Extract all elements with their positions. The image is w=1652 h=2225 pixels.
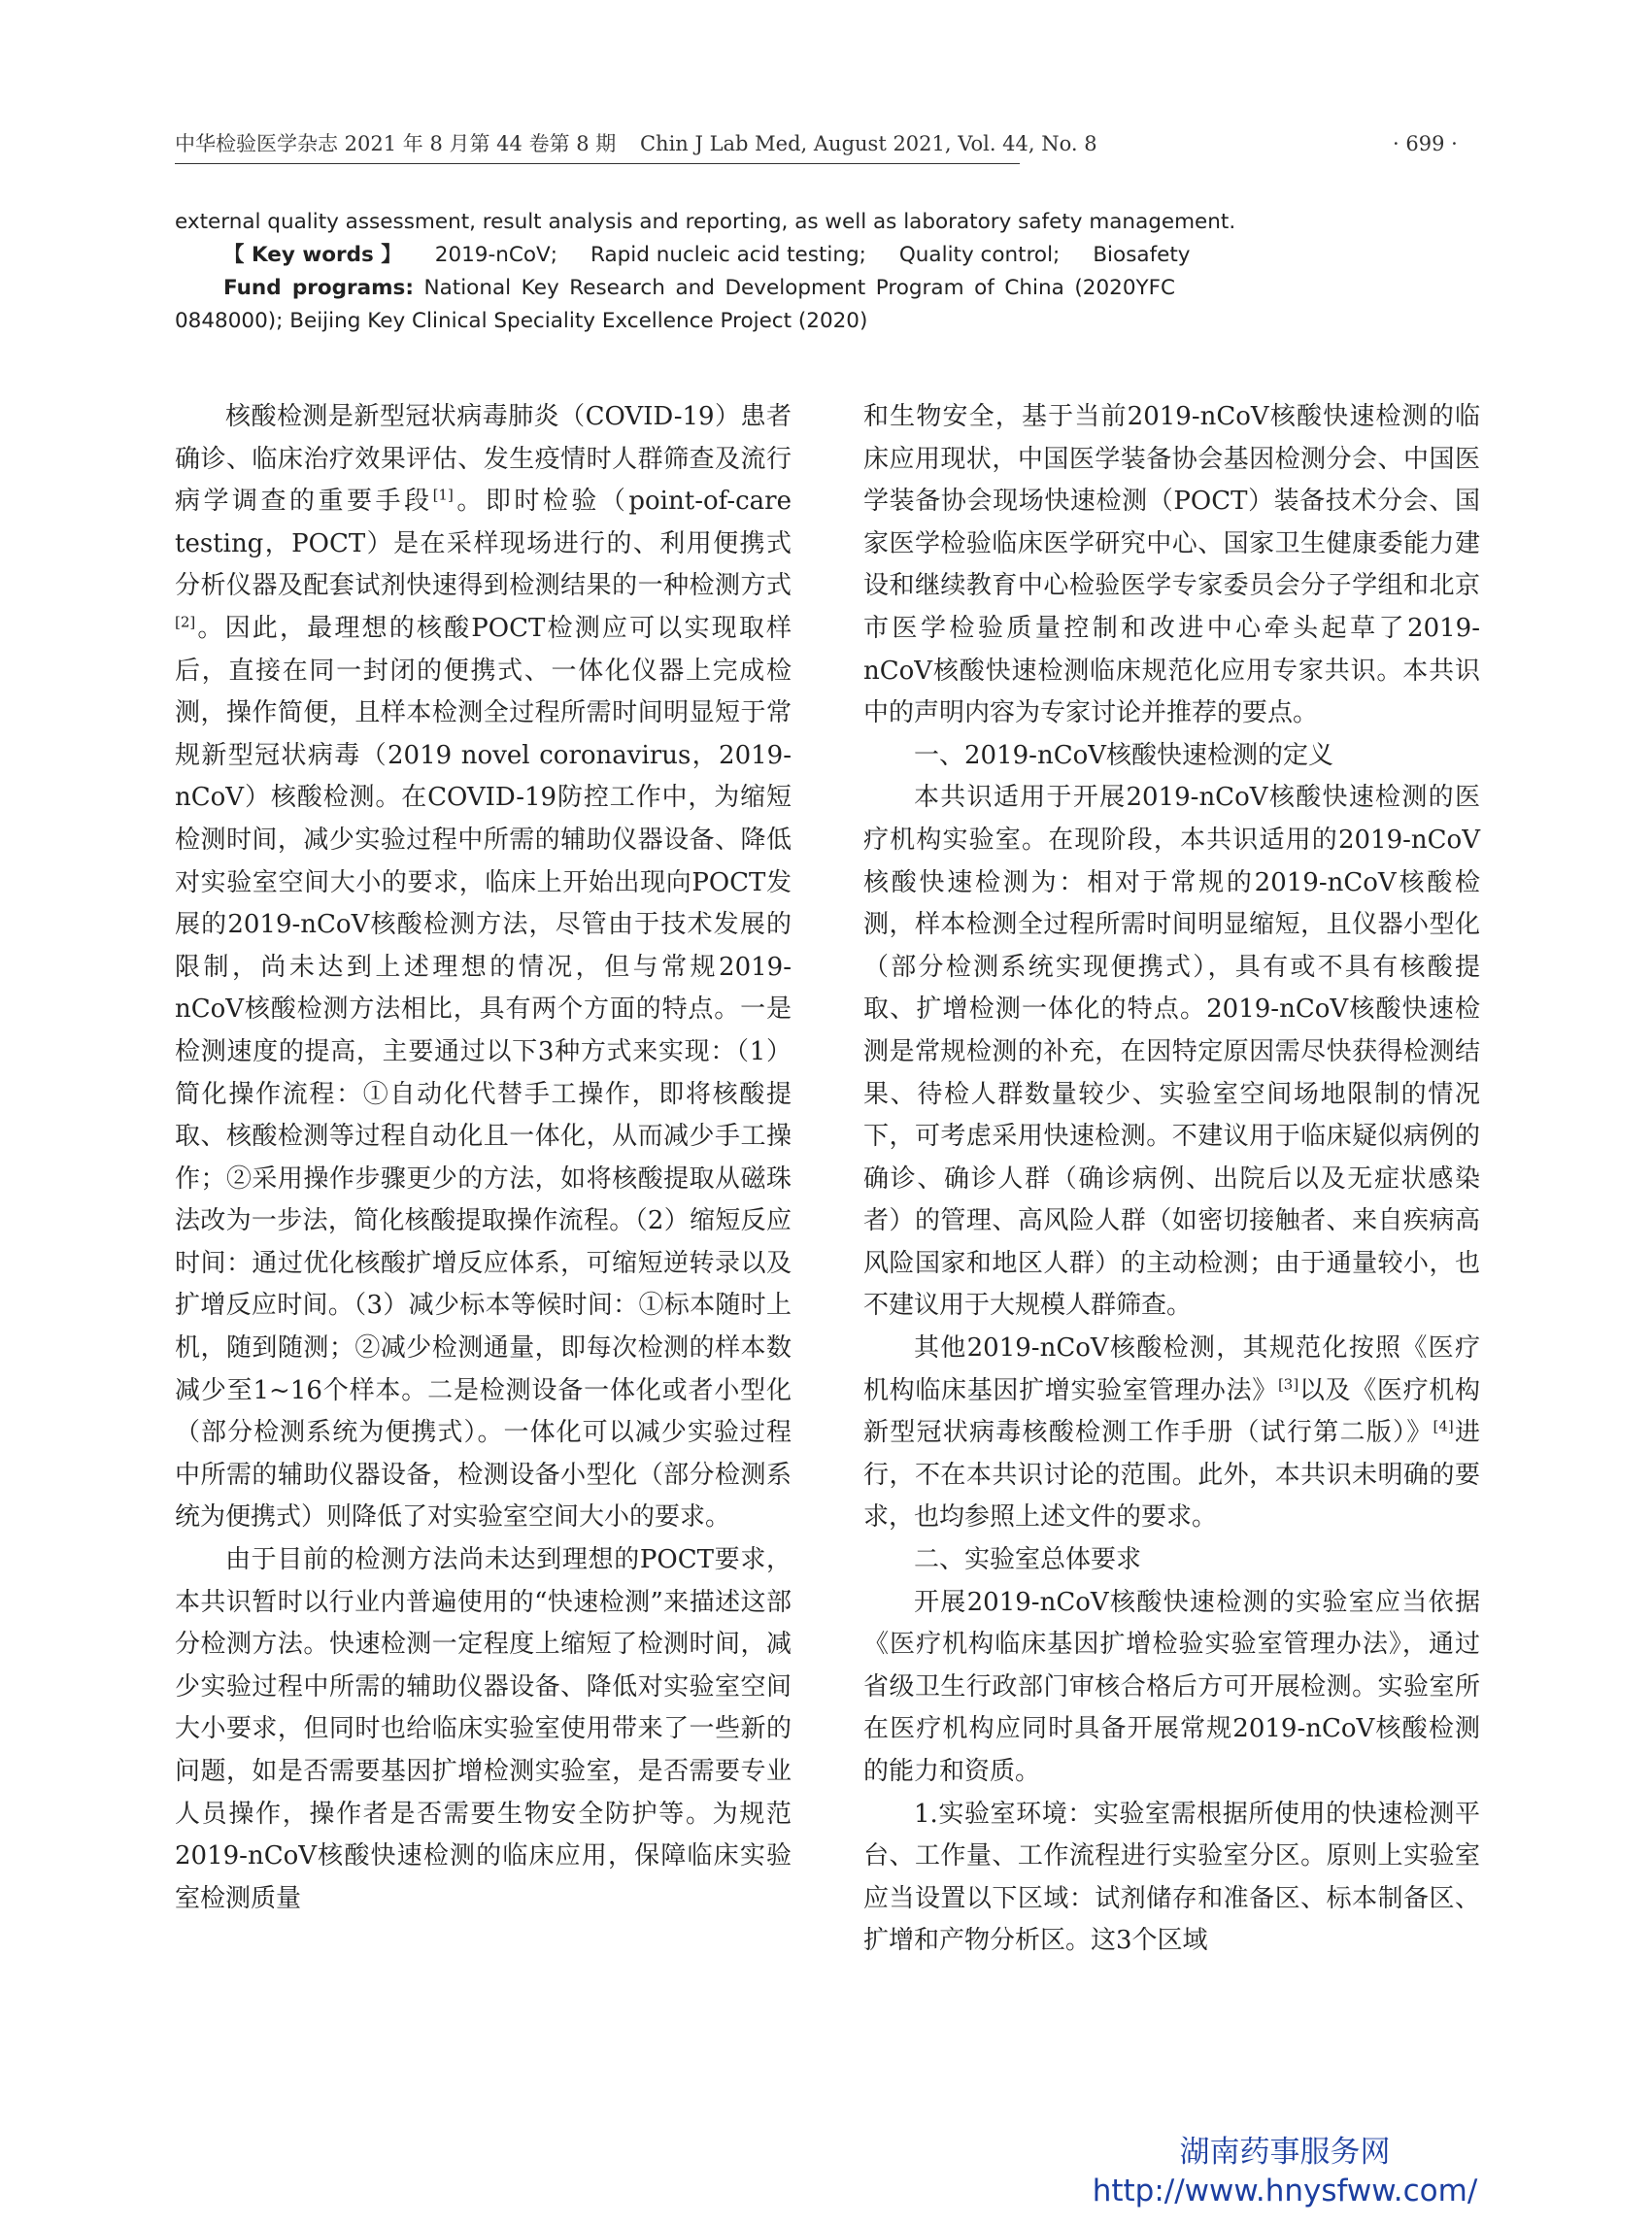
paragraph: 和生物安全，基于当前2019-nCoV核酸快速检测的临床应用现状，中国医学装备协会基因检测分会、中国医学装备协会现场快速检测（POCT）装备技术分会、国家医学检验临床医学研究中心、国家卫生健康委能力建设和继续教育中心检验医学专家委员会分子学组和北京市医学检验质量控制和改进中心牵头起草了2019-nCoV核酸快速检测临床规范化应用专家共识。本共识中的声明内容为专家讨论并推荐的要点。 [863, 402, 1480, 728]
paragraph: 本共识适用于开展2019-nCoV核酸快速检测的医疗机构实验室。在现阶段，本共识适用的2019-nCoV核酸快速检测为：相对于常规的2019-nCoV核酸检测，样本检测全过程所需时间明显缩短，且仪器小型化（部分检测系统实现便携式），具有或不具有核酸提取、扩增检测一体化的特点。2019-nCoV核酸快速检测是常规检测的补充，在因特定原因需尽快获得检测结果、待检人群数量较少、实验室空间场地限制的情况下，可考虑采用快速检测。不建议用于临床疑似病例的确诊、确诊人群（确诊病例、出院后以及无症状感染者）的管理、高风险人群（如密切接触者、来自疾病高风险国家和地区人群）的主动检测；由于通量较小，也不建议用于大规模人群筛查。 [863, 783, 1480, 1321]
keywords-line [175, 239, 1243, 272]
text-run: 。因此，最理想的核酸POCT检测应可以实现取样后，直接在同一封闭的便携式、一体化仪器上完成检测，操作简便，且样本检测全过程所需时间明显短于常规新型冠状病毒（2019 novel coronavirus，2019-nCoV）核酸检测。在COVID-19防控工作中，为缩短检测时间，减少实验过程中所需的辅助仪器设备、降低对实验室空间大小的要求，临床上开始出现向POCT发展的2019-nCoV核酸检测方法，尽管由于技术发展的限制，尚未达到上述理想的情况，但与常规2019-nCoV核酸检测方法相比，具有两个方面的特点。一是检测速度的提高，主要通过以下3种方式来实现：（1）简化操作流程：①自动化代替手工操作，即将核酸提取、核酸检测等过程自动化且一体化，从而减少手工操作；②采用操作步骤更少的方法，如将核酸提取从磁珠法改为一步法，简化核酸提取操作流程。（2）缩短反应时间：通过优化核酸扩增反应体系，可缩短逆转录以及扩增反应时间。（3）减少标本等候时间：①标本随时上机，随到随测；②减少检测通量，即每次检测的样本数减少至1~16个样本。二是检测设备一体化或者小型化（部分检测系统为便携式）。一体化可以减少实验过程中所需的辅助仪器设备，检测设备小型化（部分检测系统为便携式）则降低了对实验室空间大小的要求。 [175, 613, 792, 1533]
abstract-block [175, 206, 1243, 338]
abstract-tail: external quality assessment, result analysis and reporting, as well as laboratory safety management. [175, 210, 1236, 234]
text-run: 进行，不在本共识讨论的范围。此外，本共识未明确的要求，也均参照上述文件的要求。 [863, 1418, 1480, 1533]
section-heading: 一、2019-nCoV核酸快速检测的定义 [914, 740, 1334, 770]
paragraph [863, 1328, 1480, 1539]
text-run: 核酸检测是新型冠状病毒肺炎（COVID-19）患者确诊、临床治疗效果评估、发生疫情时人群筛查及流行病学调查的重要手段 [175, 402, 792, 517]
paragraph [175, 396, 792, 1539]
citation-ref[interactable]: [2] [175, 613, 196, 631]
page-number: · 699 · [1393, 132, 1458, 155]
watermark-url[interactable]: http://www.hnysfww.com/ [1092, 2174, 1478, 2208]
paragraph: 1.实验室环境：实验室需根据所使用的快速检测平台、工作量、工作流程进行实验室分区。原则上实验室应当设置以下区域：试剂储存和准备区、标本制备区、扩增和产物分析区。这3个区域 [863, 1799, 1480, 1956]
citation-ref[interactable]: [3] [1277, 1375, 1299, 1393]
keyword: Biosafety [1093, 243, 1191, 267]
fund-text: National Key Research and Development Program of China (2020YFC 0848000); Beijing Key Clinical Speciality Excellence Project (2020) [175, 276, 1176, 333]
watermark-name: 湖南药事服务网 [1179, 2135, 1391, 2170]
left-column [175, 396, 792, 1920]
running-header [175, 128, 1097, 164]
paragraph: 开展2019-nCoV核酸快速检测的实验室应当依据《医疗机构临床基因扩增检验实验室管理办法》，通过省级卫生行政部门审核合格后方可开展检测。实验室所在医疗机构应同时具备开展常规2019-nCoV核酸检测的能力和资质。 [863, 1587, 1480, 1786]
keyword: Quality control; [898, 243, 1061, 267]
paragraph: 由于目前的检测方法尚未达到理想的POCT要求，本共识暂时以行业内普遍使用的“快速检测”来描述这部分检测方法。快速检测一定程度上缩短了检测时间，减少实验过程中所需的辅助仪器设备、降低对实验室空间大小要求，但同时也给临床实验室使用带来了一些新的问题，如是否需要基因扩增检测实验室，是否需要专业人员操作，操作者是否需要生物安全防护等。为规范2019-nCoV核酸快速检测的临床应用，保障临床实验室检测质量 [175, 1545, 792, 1913]
text-run: 。即时检验（point-of-care testing，POCT）是在采样现场进行的、利用便携式分析仪器及配套试剂快速得到检测结果的一种检测方式 [175, 487, 792, 601]
keywords-label: 【 Key words 】 [223, 243, 402, 267]
section-heading: 二、实验室总体要求 [914, 1545, 1142, 1575]
fund-label: Fund programs: [223, 276, 414, 300]
keyword: Rapid nucleic acid testing; [590, 243, 866, 267]
fund-line [175, 272, 1175, 338]
keyword: 2019-nCoV; [434, 243, 557, 267]
text-run: 以及《医疗机构新型冠状病毒核酸检测工作手册（试行第二版）》 [863, 1375, 1480, 1448]
journal-title-cn: 中华检验医学杂志 2021 年 8 月第 44 卷第 8 期 [175, 132, 617, 155]
right-column [863, 396, 1480, 1963]
citation-ref[interactable]: [4] [1433, 1417, 1454, 1435]
text-run: 其他2019-nCoV核酸检测，其规范化按照《医疗机构临床基因扩增实验室管理办法》 [863, 1333, 1480, 1405]
watermark [1086, 2133, 1484, 2210]
journal-title-en: Chin J Lab Med, August 2021, Vol. 44, No. 8 [639, 132, 1097, 155]
citation-ref[interactable]: [1] [432, 486, 454, 504]
